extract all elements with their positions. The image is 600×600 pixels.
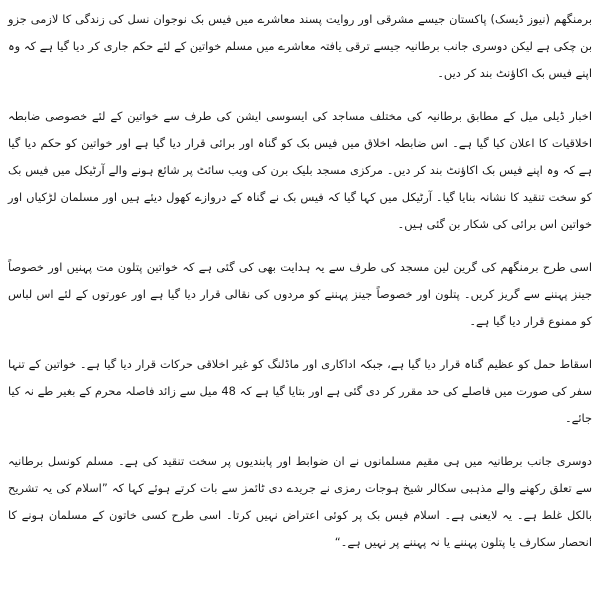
article-paragraph-2: اخبار ڈیلی میل کے مطابق برطانیہ کی مختلف مساجد کی ایسوسی ایشن کی طرف سے خواتین کے لئے خصوصی ضابطہ اخلاقیات کا اعلان کیا گیا ہے۔ اس ضابطہ اخلاق میں فیس بک کو گناہ اور برائی قرار دیا گیا ہے اور خواتین کو حکم دیا گیا ہے کہ وہ اپنے فیس بک اکاؤنٹ بند کر دیں۔ مرکزی مسجد بلیک برن کی ویب سائٹ پر شائع ہونے والے آرٹیکل میں فیس بک کو سخت تنقید کا نشانہ بنایا گیا۔ آرٹیکل میں کہا گیا کہ فیس بک نے گناہ کے دروازے کھول دیئے ہیں اور مسلمان لڑکیاں اور خواتین اس برائی کی شکار بن گئی ہیں۔	[8, 109, 592, 231]
article-paragraph-3: اسی طرح برمنگھم کی گرین لین مسجد کی طرف سے یہ ہدایت بھی کی گئی ہے کہ خواتین پتلون مت پہنیں اور خصوصاً جینز پہننے سے گریز کریں۔ پتلون اور خصوصاً جینز پہننے کو مردوں کی نقالی قرار دیا گیا ہے اور عورتوں کے لئے اس لباس کو ممنوع قرار دیا گیا ہے۔	[8, 260, 592, 328]
news-article	[8, 6, 592, 556]
article-paragraph-1: برمنگھم (نیوز ڈیسک) پاکستان جیسے مشرقی اور روایت پسند معاشرے میں فیس بک نوجوان نسل کی زندگی کا لازمی جزو بن چکی ہے لیکن دوسری جانب برطانیہ جیسے ترقی یافتہ معاشرے میں مسلم خواتین کے لئے حکم جاری کر دیا گیا ہے کہ وہ اپنے فیس بک اکاؤنٹ بند کر دیں۔	[8, 12, 592, 80]
article-paragraph-5: دوسری جانب برطانیہ میں ہی مقیم مسلمانوں نے ان ضوابط اور پابندیوں پر سخت تنقید کی ہے۔ مسلم کونسل برطانیہ سے تعلق رکھنے والے مذہبی سکالر شیخ ہوجات رمزی نے جریدے دی ٹائمز سے بات کرتے ہوئے کہا کہ ”اسلام کی یہ تشریح بالکل غلط ہے۔ یہ لایعنی ہے۔ اسلام فیس بک پر کوئی اعتراض نہیں کرتا۔ اسی طرح کسی خاتون کے مسلمان ہونے کا انحصار سکارف یا پتلون پہننے یا نہ پہننے پر نہیں ہے۔“	[8, 454, 592, 549]
article-paragraph-4: اسقاط حمل کو عظیم گناہ قرار دیا گیا ہے، جبکہ اداکاری اور ماڈلنگ کو غیر اخلاقی حرکات قرار دیا گیا ہے۔ خواتین کے تنہا سفر کی صورت میں فاصلے کی حد مقرر کر دی گئی ہے اور بتایا گیا ہے کہ 48 میل سے زائد فاصلہ محرم کے بغیر طے نہ کیا جائے۔	[8, 357, 592, 425]
